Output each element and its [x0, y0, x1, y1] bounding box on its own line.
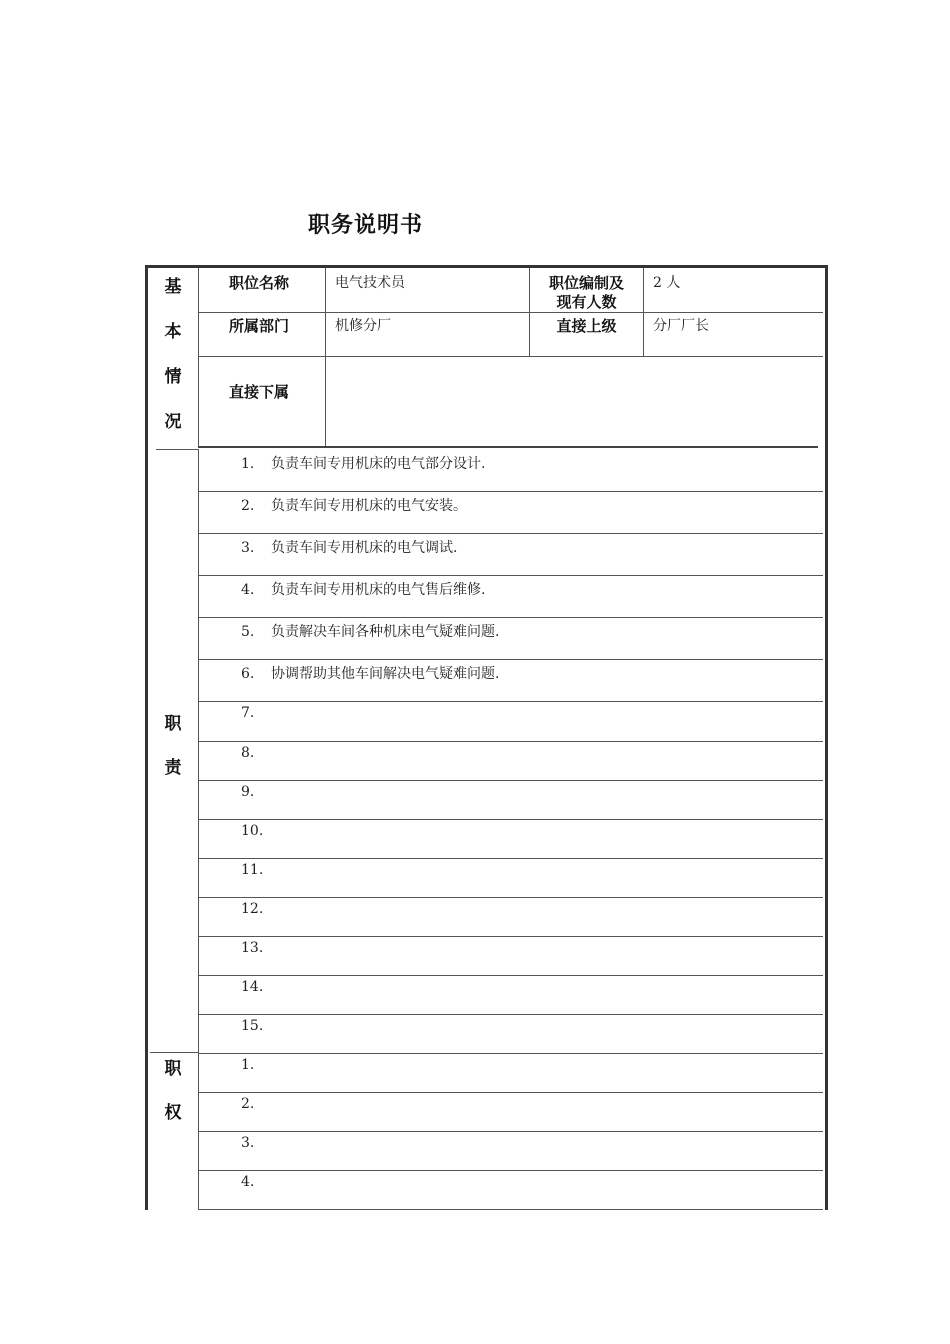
duty-item-number: 8. [241, 745, 255, 761]
duty-row-divider [198, 858, 823, 859]
basic-info-section-label [150, 272, 196, 452]
duty-row-divider [198, 533, 823, 534]
document-title: 职务说明书 [308, 213, 424, 238]
duty-item-text: 负责车间专用机床的电气部分设计. [271, 456, 486, 472]
duty-row-divider [198, 741, 823, 742]
authority-item-2 [241, 1096, 271, 1112]
duty-item-number: 11. [241, 862, 264, 878]
duty-item-14 [241, 979, 271, 995]
duty-item-text: 负责解决车间各种机床电气疑难问题. [271, 624, 500, 640]
position-name-value: 电气技术员 [335, 275, 405, 291]
authority-row-divider [198, 1170, 823, 1171]
superior-value: 分厂厂长 [653, 318, 709, 334]
duty-item-number: 15. [241, 1018, 264, 1034]
duty-item-5 [241, 621, 499, 641]
duties-char-2: 责 [164, 758, 182, 778]
headcount-label-line1: 职位编制及 [548, 274, 624, 292]
basic-char-4: 况 [164, 412, 182, 432]
authority-section-label [150, 1054, 196, 1142]
duty-item-number: 14. [241, 979, 264, 995]
authority-char-2: 权 [164, 1103, 182, 1123]
authority-left-top [150, 1052, 198, 1053]
duty-row-divider [198, 897, 823, 898]
basic-section-bottom [198, 446, 818, 448]
duty-row-divider [198, 936, 823, 937]
duties-section-label [150, 709, 196, 797]
duty-item-number: 1. [241, 456, 255, 472]
superior-label: 直接上级 [556, 317, 617, 335]
authority-item-1 [241, 1057, 271, 1073]
duty-item-12 [241, 901, 271, 917]
basic-char-3: 情 [164, 367, 182, 387]
duty-item-10 [241, 823, 271, 839]
duty-item-text: 负责车间专用机床的电气售后维修. [271, 582, 486, 598]
duty-row-divider [198, 1014, 823, 1015]
duty-item-13 [241, 940, 271, 956]
authority-row-divider [198, 1209, 823, 1210]
duty-row-divider [198, 819, 823, 820]
duty-row-divider [198, 701, 823, 702]
duty-item-11 [241, 862, 271, 878]
duties-left-top [156, 449, 198, 450]
duties-section-divider [198, 449, 199, 1210]
duty-item-8 [241, 745, 271, 761]
headcount-label-line2: 现有人数 [556, 293, 617, 311]
duty-item-1 [241, 453, 485, 473]
authority-item-3 [241, 1135, 271, 1151]
basic-char-2: 本 [164, 322, 182, 342]
duties-char-1: 职 [164, 714, 182, 734]
authority-item-number: 4. [241, 1174, 255, 1190]
department-value: 机修分厂 [335, 318, 391, 334]
basic-row-divider-1 [198, 312, 823, 313]
department-label: 所属部门 [229, 317, 290, 335]
authority-char-1: 职 [164, 1059, 182, 1079]
duty-item-number: 4. [241, 582, 255, 598]
duty-item-text: 负责车间专用机床的电气安装。 [271, 498, 467, 514]
duty-item-number: 9. [241, 784, 255, 800]
authority-item-4 [241, 1174, 271, 1190]
duty-item-text: 负责车间专用机床的电气调试. [271, 540, 458, 556]
duty-item-number: 7. [241, 705, 255, 721]
subordinate-label: 直接下属 [229, 383, 290, 401]
duty-item-number: 3. [241, 540, 255, 556]
duty-row-divider [198, 659, 823, 660]
authority-item-number: 2. [241, 1096, 255, 1112]
duty-row-divider [198, 617, 823, 618]
basic-section-divider [198, 268, 199, 448]
duty-item-number: 2. [241, 498, 255, 514]
duty-item-2 [241, 495, 467, 515]
position-name-label: 职位名称 [229, 274, 290, 292]
basic-char-1: 基 [164, 277, 182, 297]
duty-item-text: 协调帮助其他车间解决电气疑难问题. [271, 666, 500, 682]
duty-item-number: 6. [241, 666, 255, 682]
authority-item-number: 3. [241, 1135, 255, 1151]
duty-row-divider [198, 975, 823, 976]
duty-item-6 [241, 663, 499, 683]
duty-item-3 [241, 537, 457, 557]
basic-row-divider-2 [198, 356, 823, 357]
headcount-label [530, 274, 643, 312]
duty-row-divider [198, 1053, 823, 1054]
duty-item-number: 13. [241, 940, 264, 956]
duty-item-15 [241, 1018, 271, 1034]
duty-item-number: 5. [241, 624, 255, 640]
duty-row-divider [198, 575, 823, 576]
duty-row-divider [198, 491, 823, 492]
authority-row-divider [198, 1092, 823, 1093]
authority-item-number: 1. [241, 1057, 255, 1073]
authority-row-divider [198, 1131, 823, 1132]
duty-item-4 [241, 579, 485, 599]
duty-row-divider [198, 780, 823, 781]
duty-item-number: 10. [241, 823, 264, 839]
duty-item-7 [241, 705, 271, 721]
headcount-value: 2 人 [653, 275, 681, 291]
basic-col-divider-1 [325, 268, 326, 448]
duty-item-9 [241, 784, 271, 800]
duty-item-number: 12. [241, 901, 264, 917]
